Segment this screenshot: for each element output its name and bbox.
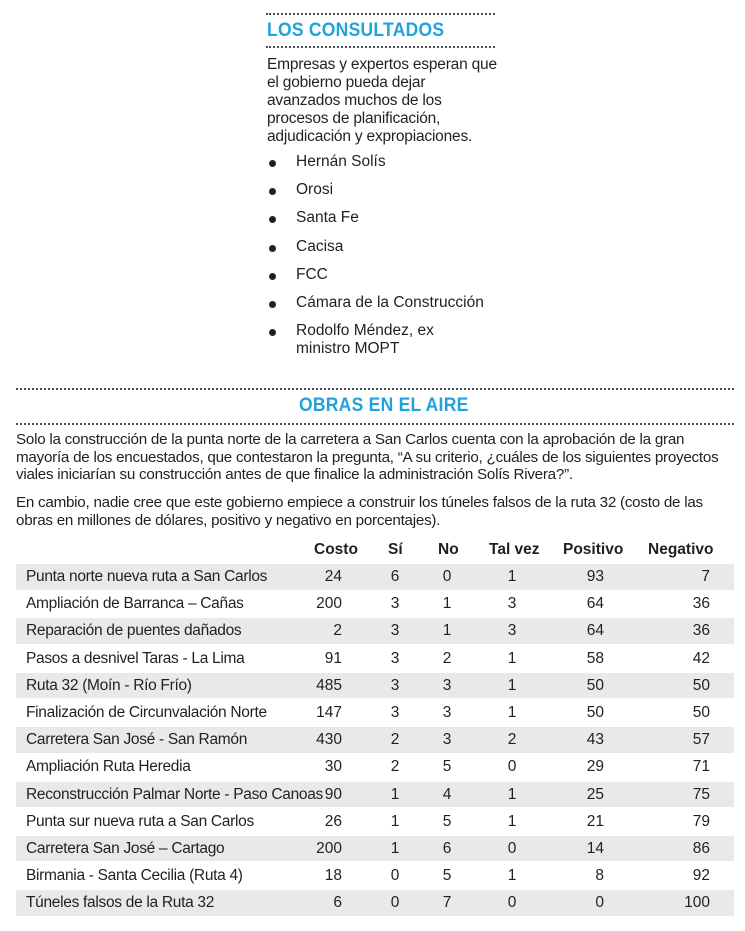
row-project: Pasos a desnivel Taras - La Lima <box>26 649 245 667</box>
list-item: Hernán Solís <box>265 152 486 180</box>
row-tal-vez: 3 <box>507 595 517 613</box>
row-si: 3 <box>390 703 400 721</box>
row-costo: 24 <box>324 568 342 585</box>
row-tal-vez: 1 <box>507 785 517 803</box>
row-positivo: 0 <box>595 894 604 912</box>
table-row <box>16 673 734 699</box>
row-no: 3 <box>442 676 452 694</box>
bullet-icon <box>269 160 276 167</box>
row-no: 5 <box>442 812 452 830</box>
row-si: 2 <box>390 731 400 749</box>
row-project: Punta norte nueva ruta a San Carlos <box>26 568 268 585</box>
table-row <box>16 646 734 672</box>
obras-divider-top <box>16 388 734 390</box>
row-costo: 30 <box>324 758 342 776</box>
obras-paragraph-1: Solo la construcción de la punta norte de la carretera a San Carlos cuenta con la aprobación de la gran mayoría de los encuestados, que contestaron la pregunta, “A su criterio, ¿cuáles de los siguientes proyectos viales iniciarían su construcción antes de que finalice la administración Solís Rivera?”. <box>16 431 719 483</box>
table-row <box>16 836 734 862</box>
row-project: Ampliación Ruta Heredia <box>26 758 191 776</box>
row-costo: 200 <box>316 839 342 857</box>
row-si: 3 <box>390 676 400 694</box>
row-si: 3 <box>390 649 400 667</box>
row-costo: 91 <box>324 649 342 667</box>
bullet-icon <box>269 301 276 308</box>
header-tal-vez: Tal vez <box>489 541 540 558</box>
row-no: 3 <box>442 731 452 749</box>
row-negativo: 71 <box>692 758 710 776</box>
row-tal-vez: 1 <box>507 649 517 667</box>
row-no: 1 <box>442 622 452 640</box>
row-tal-vez: 3 <box>507 622 517 640</box>
list-item: Cámara de la Construcción <box>265 293 486 321</box>
row-project: Carretera San José - San Ramón <box>26 731 248 749</box>
row-negativo: 7 <box>701 568 710 585</box>
row-costo: 90 <box>324 785 342 803</box>
row-tal-vez: 1 <box>507 703 517 721</box>
table-row <box>16 727 734 753</box>
row-positivo: 29 <box>586 758 604 776</box>
table-row <box>16 782 734 808</box>
table-row <box>16 863 734 889</box>
row-tal-vez: 1 <box>507 867 517 885</box>
row-negativo: 86 <box>692 839 710 857</box>
row-negativo: 92 <box>692 867 710 885</box>
header-si: Sí <box>388 541 403 558</box>
bullet-icon <box>269 245 276 252</box>
row-costo: 6 <box>333 894 342 912</box>
row-no: 1 <box>442 595 452 613</box>
row-project: Punta sur nueva ruta a San Carlos <box>26 812 254 830</box>
consultados-text: Empresas y expertos esperan que el gobierno pueda dejar avanzados muchos de los procesos de planificación, adjudicación y expropiaciones. <box>267 56 497 145</box>
row-costo: 2 <box>333 622 342 640</box>
row-negativo: 57 <box>692 731 710 749</box>
row-positivo: 50 <box>586 703 604 721</box>
row-positivo: 8 <box>595 867 604 885</box>
row-project: Birmania - Santa Cecilia (Ruta 4) <box>26 867 243 885</box>
row-costo: 200 <box>316 595 342 613</box>
row-no: 6 <box>442 839 452 857</box>
row-project: Carretera San José – Cartago <box>26 839 225 857</box>
row-costo: 26 <box>324 812 342 830</box>
header-no: No <box>438 541 459 558</box>
row-tal-vez: 1 <box>507 812 517 830</box>
row-positivo: 93 <box>586 568 604 585</box>
top-divider <box>266 13 495 15</box>
row-negativo: 36 <box>692 622 710 640</box>
row-si: 3 <box>390 622 400 640</box>
row-si: 6 <box>390 568 400 585</box>
row-tal-vez: 1 <box>507 676 517 694</box>
row-project: Reparación de puentes dañados <box>26 622 242 640</box>
row-si: 1 <box>390 785 400 803</box>
consultados-title: LOS CONSULTADOS <box>267 20 445 41</box>
row-no: 7 <box>442 894 452 912</box>
row-negativo: 100 <box>684 894 710 912</box>
row-no: 3 <box>442 703 452 721</box>
row-negativo: 50 <box>692 676 710 694</box>
header-negativo: Negativo <box>648 541 714 558</box>
row-no: 5 <box>442 867 452 885</box>
row-positivo: 43 <box>586 731 604 749</box>
row-si: 1 <box>390 839 400 857</box>
list-item: FCC <box>265 265 486 293</box>
obras-title: OBRAS EN EL AIRE <box>299 395 469 416</box>
row-project: Finalización de Circunvalación Norte <box>26 703 267 721</box>
row-costo: 18 <box>324 867 342 885</box>
row-tal-vez: 0 <box>507 758 517 776</box>
row-si: 1 <box>390 812 400 830</box>
row-tal-vez: 0 <box>507 894 517 912</box>
row-tal-vez: 2 <box>507 731 517 749</box>
list-item: Santa Fe <box>265 208 486 236</box>
obras-paragraph-2: En cambio, nadie cree que este gobierno empiece a construir los túneles falsos de la ruta 32 (costo de las obras en millones de dólares, positivo y negativo en porcentajes). <box>16 494 703 529</box>
row-costo: 430 <box>316 731 342 749</box>
row-positivo: 50 <box>586 676 604 694</box>
list-item: Orosi <box>265 180 486 208</box>
row-tal-vez: 1 <box>507 568 517 585</box>
table-header <box>16 541 734 563</box>
row-negativo: 75 <box>692 785 710 803</box>
row-positivo: 21 <box>586 812 604 830</box>
row-costo: 147 <box>316 703 342 721</box>
list-item: Cacisa <box>265 237 486 265</box>
consultados-divider <box>266 46 495 48</box>
table-row <box>16 754 734 780</box>
row-project: Ruta 32 (Moín - Río Frío) <box>26 676 192 694</box>
row-no: 2 <box>442 649 452 667</box>
row-negativo: 42 <box>692 649 710 667</box>
row-negativo: 50 <box>692 703 710 721</box>
row-si: 3 <box>390 595 400 613</box>
row-project: Reconstrucción Palmar Norte - Paso Canoas <box>26 785 323 803</box>
bullet-icon <box>269 273 276 280</box>
obras-table <box>16 564 734 917</box>
header-costo: Costo <box>314 541 358 558</box>
row-positivo: 14 <box>586 839 604 857</box>
obras-divider-bottom <box>16 423 734 425</box>
table-row <box>16 618 734 644</box>
row-si: 0 <box>390 867 400 885</box>
row-positivo: 64 <box>586 595 604 613</box>
table-row <box>16 809 734 835</box>
table-row <box>16 890 734 916</box>
row-positivo: 25 <box>586 785 604 803</box>
row-costo: 485 <box>316 676 342 694</box>
row-tal-vez: 0 <box>507 839 517 857</box>
row-positivo: 64 <box>586 622 604 640</box>
row-si: 2 <box>390 758 400 776</box>
row-negativo: 36 <box>692 595 710 613</box>
consultados-list <box>265 152 486 362</box>
row-project: Ampliación de Barranca – Cañas <box>26 595 244 613</box>
table-row <box>16 700 734 726</box>
bullet-icon <box>269 216 276 223</box>
row-positivo: 58 <box>586 649 604 667</box>
table-row <box>16 564 734 590</box>
bullet-icon <box>269 188 276 195</box>
row-no: 0 <box>442 568 452 585</box>
table-row <box>16 591 734 617</box>
header-positivo: Positivo <box>563 541 624 558</box>
list-item: Rodolfo Méndez, ex ministro MOPT <box>265 321 486 362</box>
row-no: 4 <box>442 785 452 803</box>
row-no: 5 <box>442 758 452 776</box>
row-si: 0 <box>390 894 400 912</box>
row-negativo: 79 <box>692 812 710 830</box>
bullet-icon <box>269 329 276 336</box>
row-project: Túneles falsos de la Ruta 32 <box>26 894 215 912</box>
